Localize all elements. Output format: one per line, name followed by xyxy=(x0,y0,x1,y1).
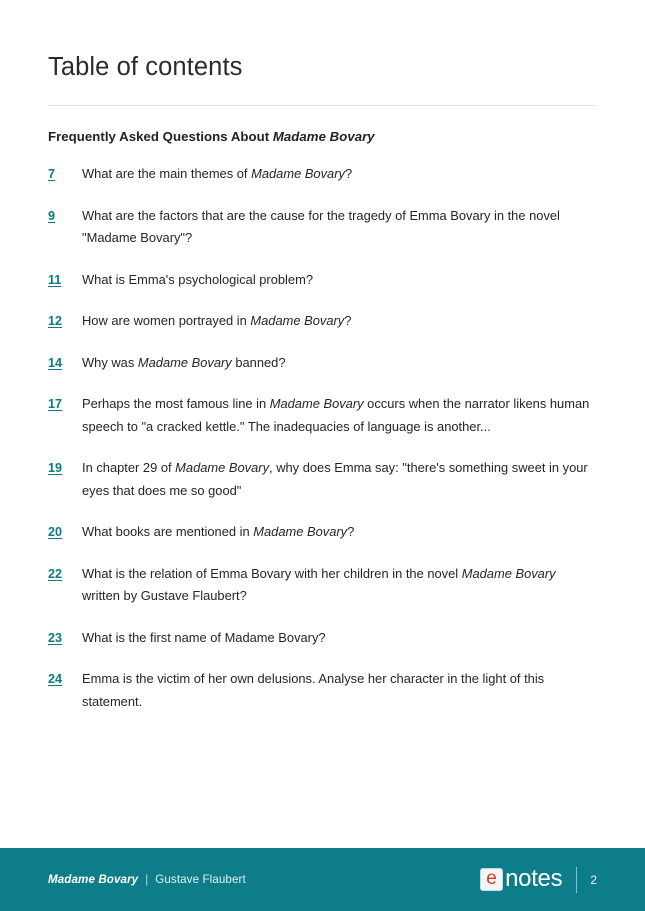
toc-entry[interactable] xyxy=(48,627,597,650)
page-footer xyxy=(0,848,645,911)
italic-run: Madame Bovary xyxy=(253,524,348,540)
text-run: occurs when the narrator likens human speech to "a cracked kettle." The inadequacies of language is another... xyxy=(82,396,590,434)
italic-run: Madame Bovary xyxy=(461,565,556,581)
text-run: How are women portrayed in xyxy=(82,313,251,329)
toc-page-number-link[interactable]: 24 xyxy=(48,672,63,687)
toc-entry-title[interactable] xyxy=(82,352,597,375)
footer-work-title: Madame Bovary xyxy=(48,873,139,886)
text-run: What is the relation of Emma Bovary with her children in the novel xyxy=(82,565,462,581)
text-run: , why does Emma say: "there's something sweet in your eyes that does me so good" xyxy=(82,460,588,498)
table-of-contents-list xyxy=(48,163,597,713)
text-run: ? xyxy=(344,166,353,182)
footer-brand-area xyxy=(480,864,597,893)
toc-entry-title[interactable] xyxy=(82,269,597,292)
footer-separator: | xyxy=(145,873,149,886)
section-heading xyxy=(48,106,597,146)
toc-entry-title[interactable] xyxy=(82,521,597,544)
italic-run: Madame Bovary xyxy=(250,313,345,329)
toc-page-number-link[interactable]: 19 xyxy=(48,461,63,476)
page-title: Table of contents xyxy=(48,53,243,81)
text-run: Perhaps the most famous line in xyxy=(82,396,270,412)
text-run: ? xyxy=(347,524,355,540)
toc-page-number-link[interactable]: 14 xyxy=(48,355,63,370)
text-run: written by Gustave Flaubert? xyxy=(82,588,247,604)
toc-page-number-link[interactable]: 23 xyxy=(48,630,63,645)
text-run: What are the factors that are the cause for the tragedy of Emma Bovary in the novel "Madame Bovary"? xyxy=(82,207,560,246)
text-run: ? xyxy=(344,313,352,329)
toc-entry[interactable] xyxy=(48,668,597,713)
italic-run: Madame Bovary xyxy=(175,460,270,476)
toc-entry[interactable] xyxy=(48,310,597,333)
text-run: What is the first name of Madame Bovary? xyxy=(82,629,326,645)
enotes-logo[interactable] xyxy=(480,864,563,893)
enotes-logo-e-icon: e xyxy=(480,868,503,891)
text-run: What books are mentioned in xyxy=(82,524,254,540)
text-run: What are the main themes of xyxy=(82,166,252,182)
toc-page-number-link[interactable]: 9 xyxy=(48,208,56,223)
toc-entry-title[interactable] xyxy=(82,310,597,333)
toc-entry-title[interactable] xyxy=(82,163,597,186)
text-run: Emma is the victim of her own delusions. Analyse her character in the light of this statement. xyxy=(82,671,545,709)
toc-entry[interactable] xyxy=(48,393,597,438)
italic-run: Madame Bovary xyxy=(251,166,345,182)
footer-author: Gustave Flaubert xyxy=(155,873,246,886)
toc-entry[interactable] xyxy=(48,352,597,375)
footer-divider xyxy=(576,867,577,893)
toc-entry-title[interactable] xyxy=(82,627,597,650)
toc-page-number-link[interactable]: 20 xyxy=(48,525,63,540)
text-run: Frequently Asked Questions About xyxy=(48,128,273,144)
italic-run: Madame Bovary xyxy=(137,354,232,370)
toc-entry[interactable] xyxy=(48,269,597,292)
footer-book-info xyxy=(48,873,246,886)
toc-entry[interactable] xyxy=(48,205,597,250)
toc-entry-title[interactable] xyxy=(82,563,597,608)
toc-entry[interactable] xyxy=(48,521,597,544)
toc-page-number-link[interactable]: 7 xyxy=(48,167,56,182)
toc-entry[interactable] xyxy=(48,457,597,502)
enotes-logo-wordmark: notes xyxy=(505,864,563,892)
toc-page-number-link[interactable]: 22 xyxy=(48,566,63,581)
toc-entry-title[interactable] xyxy=(82,393,597,438)
toc-page-number-link[interactable]: 11 xyxy=(48,272,62,287)
page-number: 2 xyxy=(590,872,597,887)
italic-run: Madame Bovary xyxy=(269,396,364,412)
italic-run: Madame Bovary xyxy=(272,128,375,144)
toc-entry-title[interactable] xyxy=(82,668,597,713)
text-run: In chapter 29 of xyxy=(82,460,176,476)
text-run: banned? xyxy=(231,354,286,370)
toc-entry[interactable] xyxy=(48,563,597,608)
toc-page-number-link[interactable]: 17 xyxy=(48,397,63,412)
text-run: Why was xyxy=(82,354,138,370)
toc-entry-title[interactable] xyxy=(82,205,597,250)
text-run: What is Emma's psychological problem? xyxy=(82,271,313,287)
toc-entry-title[interactable] xyxy=(82,457,597,502)
toc-entry[interactable] xyxy=(48,163,597,186)
toc-page-number-link[interactable]: 12 xyxy=(48,314,63,329)
